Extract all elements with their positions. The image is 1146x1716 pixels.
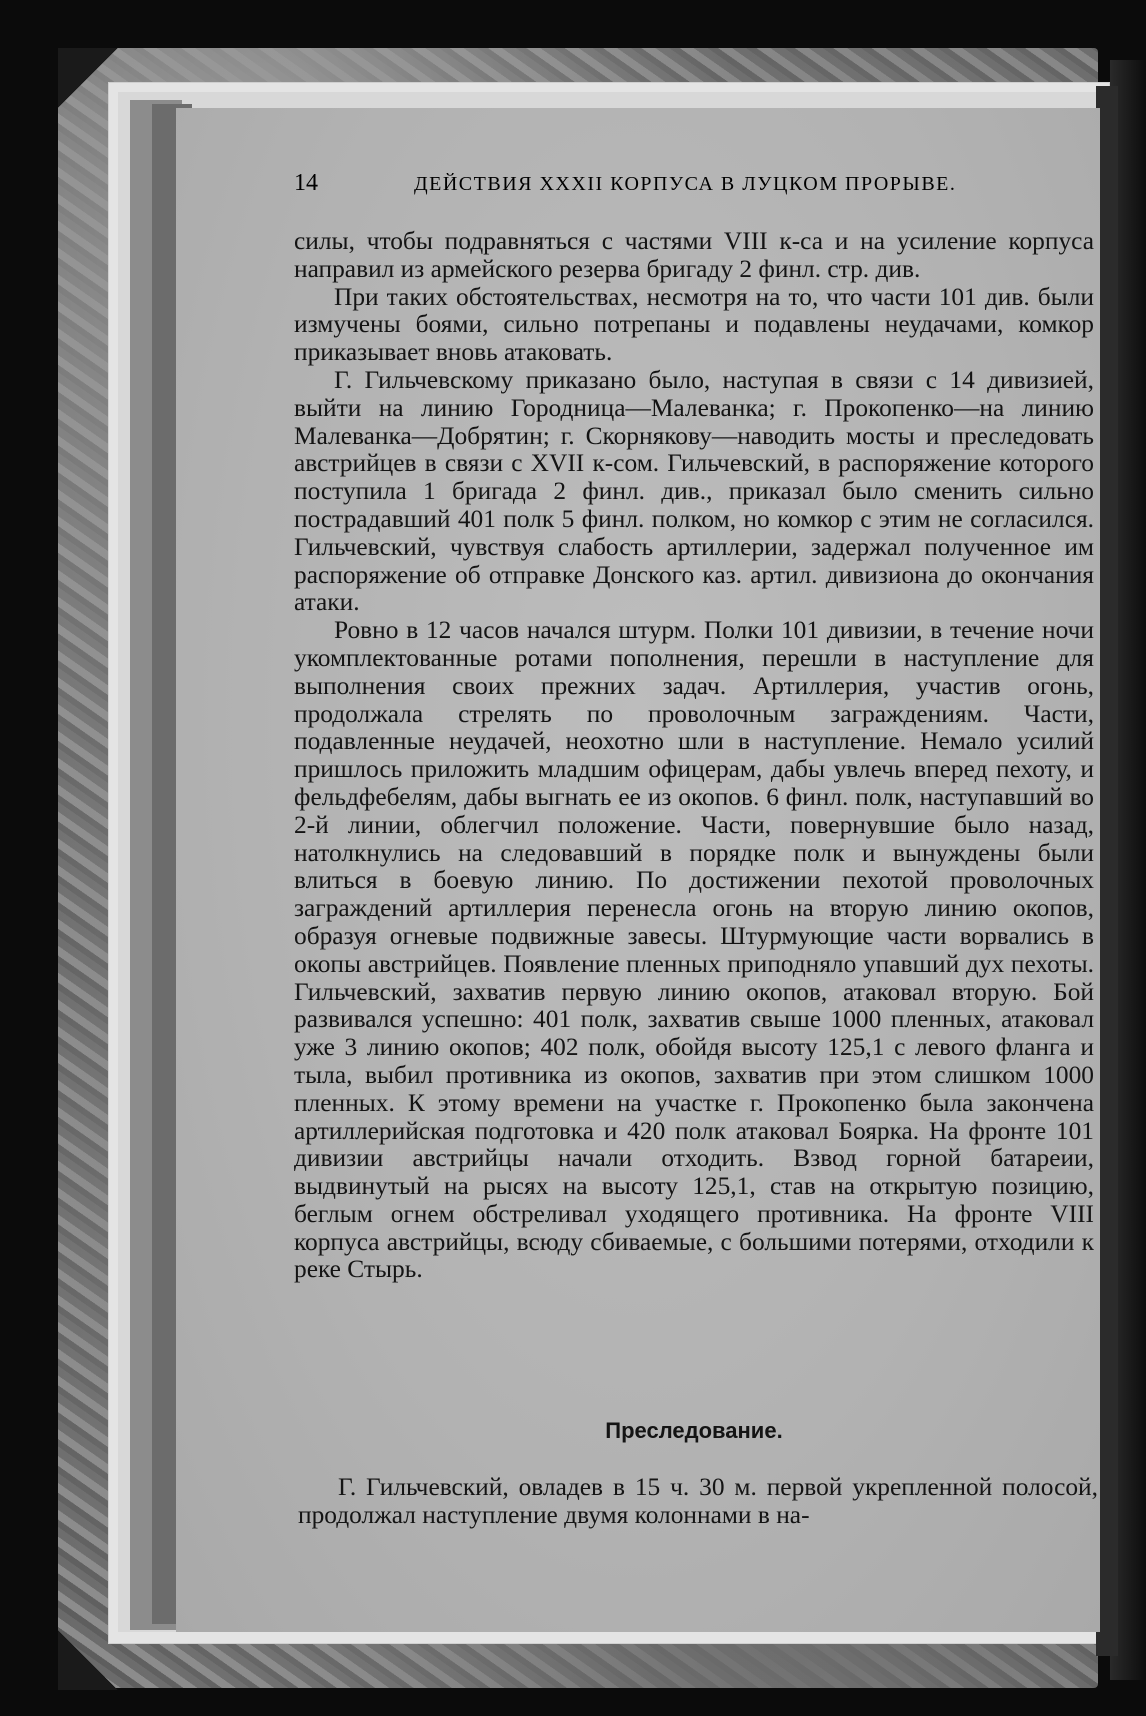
printed-page <box>176 108 1100 1632</box>
paragraph: силы, чтобы подравняться с частями VIII к-са и на усиление корпуса направил из армейского резерва бригаду 2 финл. стр. див. <box>294 227 1094 283</box>
body-text <box>294 228 1094 1284</box>
paragraph: Г. Гильчевский, овладев в 15 ч. 30 м. первой укрепленной полосой, продолжал наступление двумя колоннами в на- <box>298 1473 1098 1529</box>
running-header <box>294 170 994 206</box>
running-title: ДЕЙСТВИЯ XXXII КОРПУСА В ЛУЦКОМ ПРОРЫВЕ. <box>414 173 957 195</box>
paragraph: При таких обстоятельствах, несмотря на то, что части 101 див. были измучены боями, сильно потрепаны и подавлены неудачами, комкор приказывает вновь атаковать. <box>294 282 1094 367</box>
paragraph: Ровно в 12 часов начался штурм. Полки 101 дивизии, в течение ночи укомплектованные ротами пополнения, перешли в наступление для выполнения своих прежних задач. Артиллерия, участив огонь, продолжала стрелять по проволочным заграждениям. Части, подавленные неудачей, неохотно шли в наступление. Немало усилий пришлось приложить младшим офицерам, дабы увлечь вперед пехоту, и фельдфебелям, дабы выгнать ее из окопов. 6 финл. полк, наступавший во 2-й линии, облегчил положение. Части, повернувшие было назад, натолкнулись на следовавший в порядке полк и вынуждены были влиться в боевую линию. По достижении пехотой проволочных заграждений артиллерия перенесла огонь на вторую линию окопов, образуя огневые подвижные завесы. Штурмующие части ворвались в окопы австрийцев. Появление пленных приподняло упавший дух пехоты. Гильчевский, захватив первую линию окопов, атаковал вторую. Бой развивался успешно: 401 полк, захватив свыше 1000 пленных, атаковал уже 3 линию окопов; 402 полк, обойдя высоту 125,1 с левого фланга и тыла, выбил противника из окопов, захватив при этом слишком 1000 пленных. К этому времени на участке г. Прокопенко была закончена артиллерийская подготовка и 420 полк атаковал Боярка. На фронте 101 дивизии австрийцы начали отходить. Взвод горной батареии, выдвинутый на рысях на высоту 125,1, став на открытую позицию, беглым огнем обстреливал уходящего противника. На фронте VIII корпуса австрийцы, всюду сбиваемые, с большими потерями, отходили к реке Стырь. <box>294 616 1094 1284</box>
paragraph: Г. Гильчевскому приказано было, наступая в связи с 14 дивизией, выйти на линию Городница—Малеванка; г. Прокопенко—на линию Малеванка—Добрятин; г. Скорнякову—наводить мосты и преследовать австрийцев в связи с XVII к-сом. Гильчевский, в распоряжение которого поступила 1 бригада 2 финл. див., приказал было сменить сильно пострадавший 401 полк 5 финл. полком, но комкор с этим не согласился. Гильчевский, чувствуя слабость артиллерии, задержал полученное им распоряжение об отправке Донского каз. артил. дивизиона до окончания атаки. <box>294 365 1094 617</box>
page-number: 14 <box>294 170 318 196</box>
section-heading: Преследование. <box>605 1418 783 1443</box>
section-text <box>298 1474 1098 1530</box>
